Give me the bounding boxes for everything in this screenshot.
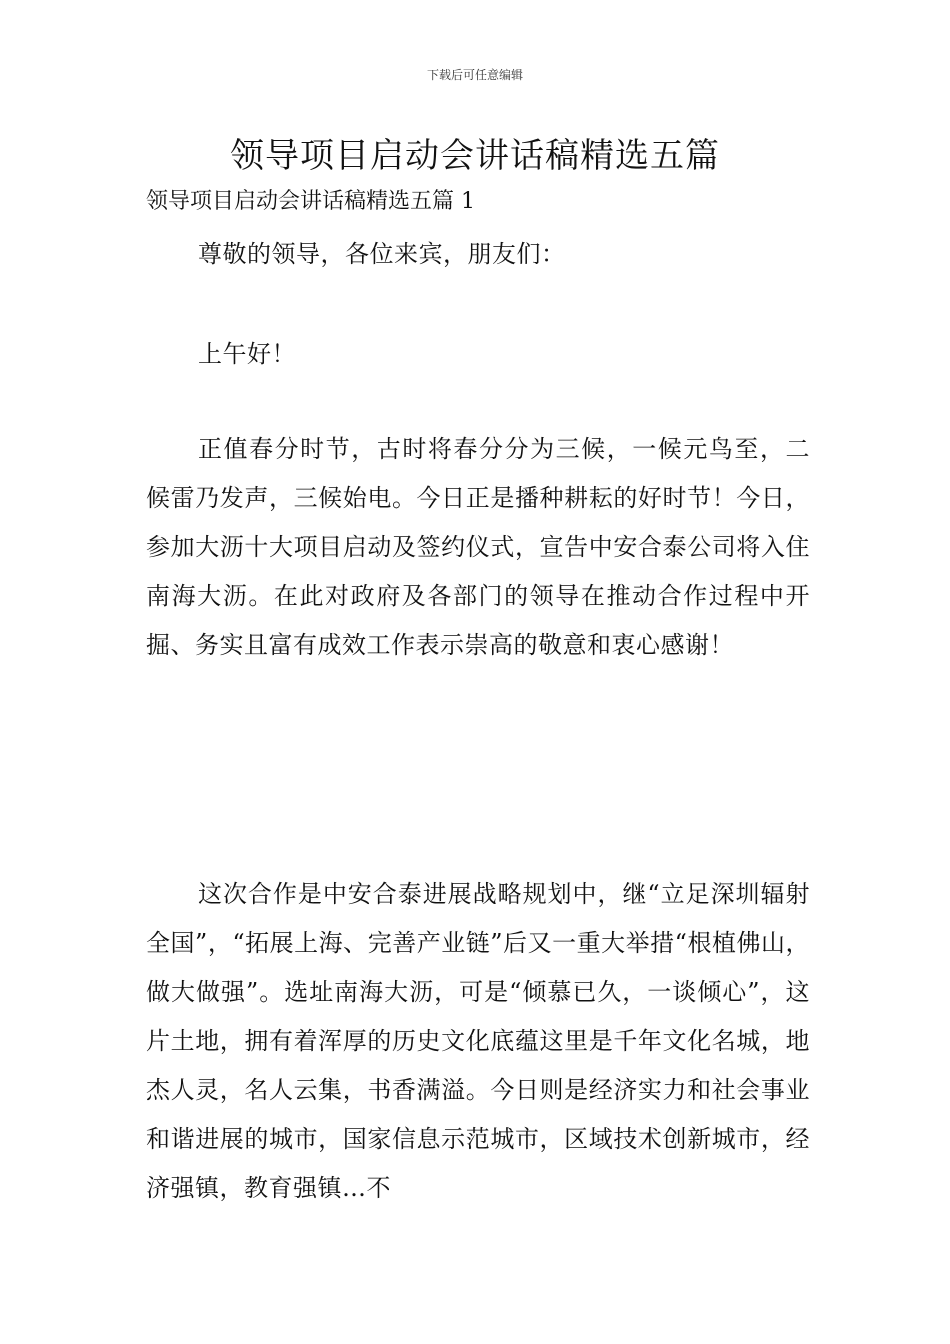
section-title: 领导项目启动会讲话稿精选五篇 1 (146, 189, 475, 214)
body-paragraph-2: 这次合作是中安合泰进展战略规划中，继“立足深圳辐射全国”，“拓展上海、完善产业链”后又一重大举措“根植佛山，做大做强”。选址南海大沥，可是“倾慕已久，一谈倾心”，这片土地，拥有着浑厚的历史文化底蕴这里是千年文化名城，地杰人灵，名人云集，书香满溢。今日则是经济实力和社会事业和谐进展的城市，国家信息示范城市，区域技术创新城市，经济强镇，教育强镇…不 (146, 880, 810, 1202)
greeting-paragraph: 尊敬的领导，各位来宾，朋友们： (198, 240, 566, 268)
morning-paragraph: 上午好！ (198, 340, 296, 368)
header-note: 下载后可任意编辑 (426, 68, 523, 82)
body-paragraph-1: 正值春分时节，古时将春分分为三候，一候元鸟至，二候雷乃发声，三候始电。今日正是播种耕耘的好时节！今日，参加大沥十大项目启动及签约仪式，宣告中安合泰公司将入住南海大沥。在此对政府及各部门的领导在推动合作过程中开掘、务实且富有成效工作表示崇高的敬意和衷心感谢！ (146, 435, 810, 659)
document-title: 领导项目启动会讲话稿精选五篇 (230, 136, 720, 176)
